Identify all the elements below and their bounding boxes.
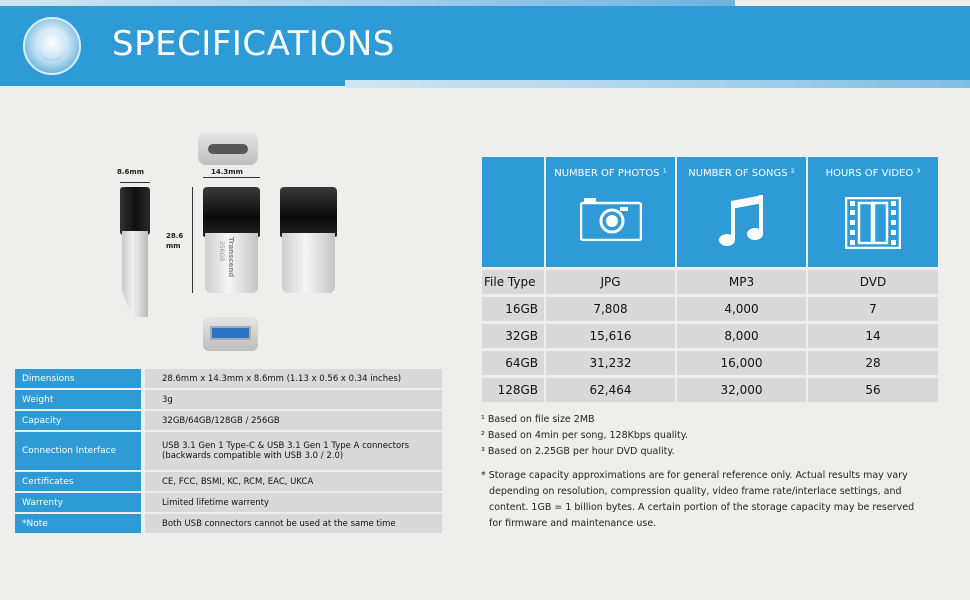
spec-key: Connection Interface: [15, 432, 141, 470]
brand-logo: Transcend: [227, 237, 235, 278]
spec-row: [15, 390, 442, 409]
usb-drive-side-view: [118, 187, 152, 317]
table-row: 16GB 7,808 4,000 7: [482, 297, 940, 321]
spec-value: USB 3.1 Gen 1 Type-C & USB 3.1 Gen 1 Type A connectors: [162, 441, 410, 451]
capacity-engraving: 256GB: [218, 241, 225, 262]
header-circle-icon: [23, 17, 81, 75]
height-label: 28.6 mm: [166, 232, 184, 250]
usb-drive-front-view: [203, 187, 260, 317]
spec-value: (backwards compatible with USB 3.0 / 2.0): [162, 451, 344, 461]
disclaimer: [481, 468, 961, 532]
table-row: 32GB 15,616 8,000 14: [482, 324, 940, 348]
usb-c-end-view: [198, 133, 258, 165]
footnote: ³ Based on 2.25GB per hour DVD quality.: [481, 446, 675, 457]
spec-key: Certificates: [15, 472, 141, 491]
width-label: 14.3mm: [211, 168, 243, 176]
footnotes: [481, 412, 961, 460]
spec-value: Limited lifetime warrenty: [162, 497, 270, 508]
spec-row: [15, 493, 442, 512]
spec-row: [15, 472, 442, 491]
file-type-row: File Type JPG MP3 DVD: [482, 270, 940, 294]
spec-key: Warrenty: [15, 493, 141, 512]
page-title: SPECIFICATIONS: [112, 24, 395, 64]
table-row: 128GB 62,464 32,000 56: [482, 378, 940, 402]
spec-row: [15, 514, 442, 533]
disclaimer-line: for firmware and maintenance use.: [489, 518, 657, 529]
film-strip-icon: [845, 197, 901, 249]
spec-value: 32GB/64GB/128GB / 256GB: [162, 415, 280, 426]
capacity-table: [482, 157, 940, 402]
spec-value: Both USB connectors cannot be used at the same time: [162, 518, 396, 529]
music-note-icon: [717, 193, 767, 253]
spec-key: Dimensions: [15, 369, 141, 388]
header-bottom-stripe: [345, 80, 970, 88]
spec-row: [15, 411, 442, 430]
footnote: ² Based on 4min per song, 128Kbps quality.: [481, 430, 689, 441]
disclaimer-line: content. 1GB = 1 billion bytes. A certain portion of the storage capacity may be reserved: [489, 502, 915, 513]
spec-value: 3g: [162, 394, 173, 405]
product-illustration: [100, 125, 360, 360]
photos-column-header: NUMBER OF PHOTOS ¹: [546, 157, 675, 267]
header-banner: [0, 6, 970, 86]
songs-column-header: NUMBER OF SONGS ²: [677, 157, 806, 267]
footnote: ¹ Based on file size 2MB: [481, 414, 595, 425]
video-column-header: HOURS OF VIDEO ³: [808, 157, 938, 267]
depth-label: 8.6mm: [117, 168, 144, 176]
camera-icon: [580, 195, 642, 241]
spec-row: [15, 369, 442, 388]
spec-key: *Note: [15, 514, 141, 533]
spec-value: 28.6mm x 14.3mm x 8.6mm (1.13 x 0.56 x 0.34 inches): [162, 373, 402, 384]
spec-key: Capacity: [15, 411, 141, 430]
spec-row: [15, 432, 442, 470]
spec-value: CE, FCC, BSMI, KC, RCM, EAC, UKCA: [162, 476, 314, 487]
specs-table: [15, 369, 442, 535]
disclaimer-line: * Storage capacity approximations are for general reference only. Actual results may vary: [481, 470, 908, 481]
spec-key: Weight: [15, 390, 141, 409]
table-row: 64GB 31,232 16,000 28: [482, 351, 940, 375]
capacity-table-header: [482, 157, 940, 267]
usb-a-end-view: [203, 317, 258, 351]
disclaimer-line: depending on resolution, compression quality, video frame rate/interlace settings, and: [489, 486, 902, 497]
usb-drive-back-view: [280, 187, 337, 317]
